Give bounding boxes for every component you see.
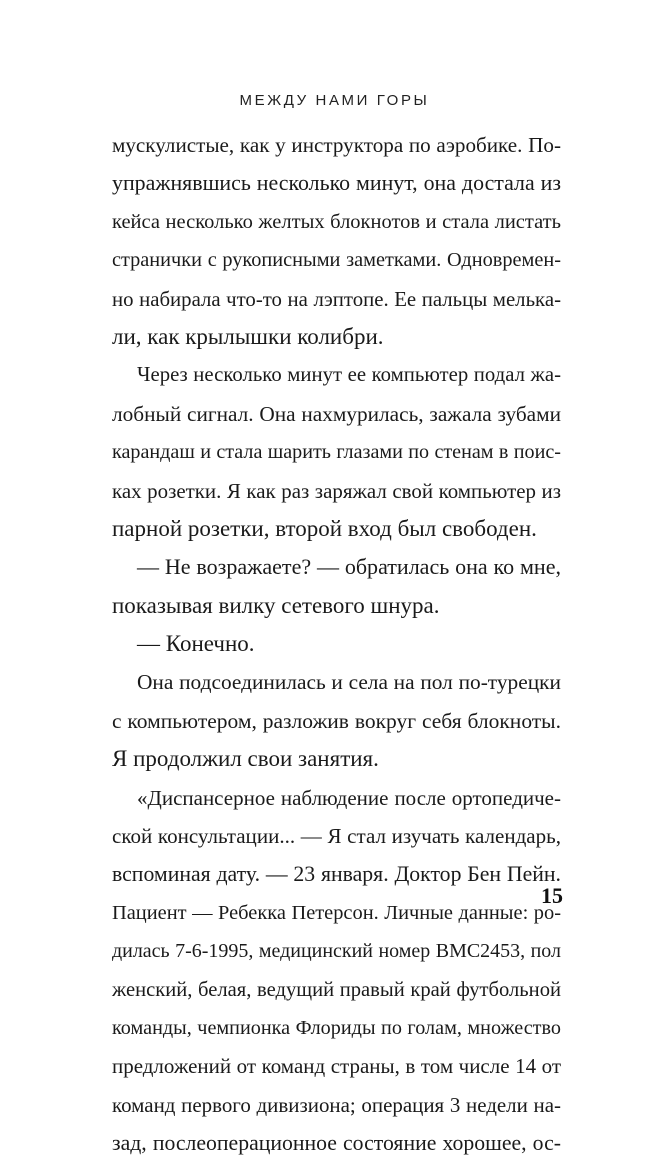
text-line: Через несколько минут ее компьютер подал жа- [137,364,561,387]
page-number: 15 [541,883,563,908]
text-line: Пациент — Ребекка Петерсон. Личные данные: ро- [112,901,561,924]
running-head: МЕЖДУ НАМИ ГОРЫ [239,92,430,109]
text-line: ли, как крылышки колибри. [112,323,384,349]
text-line: ках розетки. Я как раз заряжал свой компьютер из [112,478,561,503]
text-line: странички с рукописными заметками. Одновремен- [112,249,561,272]
text-line: предложений от команд страны, в том числе 14 от [112,1054,561,1079]
text-line: дилась 7-6-1995, медицинский номер BMC2453, пол [112,940,561,963]
text-line: карандаш и стала шарить глазами по стенам в поис- [112,441,561,464]
text-line: мускулистые, как у инструктора по аэробике. По- [112,133,561,157]
text-line: Она подсоединилась и села на пол по-турецки [137,670,561,695]
text-line: ской консультации... — Я стал изучать календарь, [112,824,561,849]
text-line: лобный сигнал. Она нахмурилась, зажала зубами [112,401,561,426]
text-line: вспоминая дату. — 23 января. Доктор Бен Пейн. [112,862,561,887]
text-line: команды, чемпионка Флориды по голам, множество [112,1016,561,1039]
text-line: но набирала что-то на лэптопе. Ее пальцы мелька- [112,286,561,311]
text-line: Я продолжил свои занятия. [112,746,379,772]
text-line: — Конечно. [137,631,255,657]
text-line: команд первого дивизиона; операция 3 недели на- [112,1092,561,1117]
body-text [112,126,561,1163]
text-line: женский, белая, ведущий правый край футбольной [112,978,561,1001]
text-line: кейса несколько желтых блокнотов и стала листать [112,210,561,233]
text-line: «Диспансерное наблюдение после ортопедиче- [137,785,561,810]
text-line: зад, послеоперационное состояние хорошее, ос- [112,1131,561,1156]
text-line: показывая вилку сетевого шнура. [112,592,440,618]
text-line: — Не возражаете? — обратилась она ко мне, [137,554,561,580]
text-line: упражнявшись несколько минут, она достала из [112,170,561,196]
text-line: парной розетки, второй вход был свободен. [112,515,537,541]
text-line: с компьютером, разложив вокруг себя блокноты. [112,708,561,733]
